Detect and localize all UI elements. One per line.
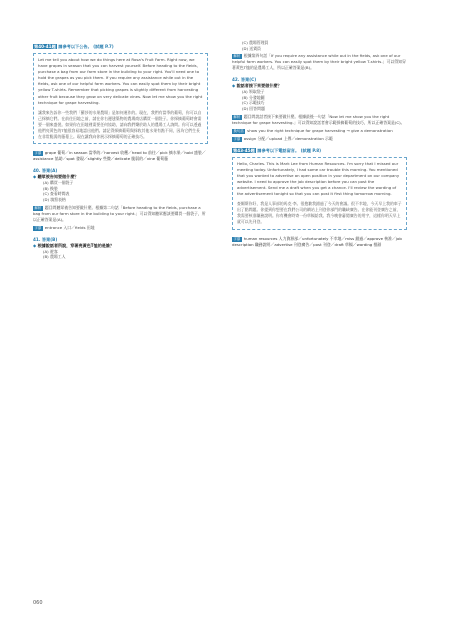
right-column (232, 40, 407, 250)
question-body: 說話者接下來要做什麼？ (236, 83, 282, 89)
option-a: (A) 遊客 (43, 248, 58, 254)
vocab-row (33, 150, 208, 162)
question-number: 40. 答案(A) (33, 168, 58, 174)
option-b: (B) 分發地圖 (242, 94, 265, 100)
option-b: (B) 農場工人 (43, 254, 66, 260)
question-body: 聽眾被告知要做什麼？ (37, 174, 79, 180)
option-d: (D) 送貨員 (242, 45, 261, 51)
options-list (33, 180, 208, 202)
vocab-tag: 字彙 (233, 136, 241, 141)
explanation (33, 205, 208, 223)
section-label: 第40-41題 (34, 44, 56, 49)
question-number: 42. 答案(C) (232, 77, 257, 83)
passage-box (232, 157, 407, 230)
explanation-tag: 解析 (34, 205, 42, 210)
option-b: (B) 換裝 (43, 185, 58, 191)
vocab-text: entrance 入口／fields 田地 (44, 224, 95, 230)
vocab-tag: 字彙 (233, 236, 241, 241)
vocab-text: assign 分配／upload 上傳／demonstration 示範 (243, 135, 333, 141)
vocab-row (33, 225, 208, 231)
paraphrase-row (232, 128, 407, 134)
passage-chinese: 查爾斯你好，我是人事部的馬克·李。很抱歉我錯過了今天的會議。很不幸地，今天早上我的車子出了點問題。你提到你想要在我們公司的網站上刊登你部門的職缺廣告。在你能刊登廣告之前，我需要核准職務說明。你有機會時寄一份草稿給我。我今晚會審閱廣告的用字，這樣你明天早上就可以先刊登。 (237, 201, 402, 225)
options-list (33, 249, 208, 260)
passage-english: Hello, Charles. This is Mark Lee from Human Resources. I'm sorry that I missed our meeting today. Unfortunately, I had some car trouble this morning. You mentioned that you wanted to advertise an open position in your department on our company website. I need to approve the job description before you can post the advertisement. Send me a draft when you get a chance. I'll review the wording of the advertisement tonight so that you can post it first thing tomorrow morning. (237, 160, 400, 197)
section-label: 第43-45題 (233, 147, 255, 153)
options-list (232, 89, 407, 111)
passage-chinese: 讓我來告訴你一些我們「羅莎的水果農場」是如何運作的。現在，我們有當季的葡萄，你可以自己採摘它們。在前往田地之前，請在你右邊建築物的農場商店購買一個袋子。你採摘葡萄時會需要一個來盛裝。如果你在田地裡需要任何協助，請向我們樂於助人的農場工人詢問。你可以透過他們亮黃色的T恤很容易地認出他們。請記得採摘葡萄與採收其他水果有點不同，因為它們生長在非常脆弱的藤蔓上。現在讓我向你展示採摘葡萄的正確技巧。 (38, 109, 202, 140)
explanation-tag: 解析 (233, 54, 241, 59)
vocab-tag: 字彙 (34, 225, 42, 230)
explanation-text: 根據第四句話「If you require any assistance while out in the fields, ask one of our helpful farm workers. You can easily spot them by their bright yellow T-shirts.」可以得知穿著黃色T恤的是農場工人，所以正確答案是(B)。 (232, 53, 406, 71)
option-d: (D) 回答問題 (242, 105, 265, 111)
explanation (232, 114, 407, 126)
question-text: ◆ 根據說話者所說，穿著亮黃色T恤的是誰？ (33, 242, 115, 248)
explanation-tag: 解析 (233, 114, 241, 119)
vocab-row (232, 236, 407, 248)
paraphrase-tag: 換句話 (233, 128, 244, 133)
section-title: 請參考以下公告。 (58, 44, 92, 49)
explanation-text: 題目問聽眾被告知要做什麼。根據第二句話「Before heading to the fields, purchase a bag from our farm store in the building to your right.」可以得知聽眾應該要購買一個袋子，所以正確答案是(A)。 (33, 204, 206, 222)
vocab-tag: 字彙 (34, 151, 42, 156)
left-column (33, 44, 208, 260)
question-body: 根據說話者所說，穿著亮黃色T恤的是誰？ (37, 242, 115, 248)
option-c: (C) 查看時間表 (43, 191, 70, 197)
section-title: 請參考以下電話留言。 (257, 147, 300, 153)
options-list-continued (232, 40, 407, 51)
option-d: (D) 填寫表格 (43, 197, 66, 202)
section-ref: (試題 P.7) (93, 44, 114, 49)
option-c: (C) 農場管理員 (242, 40, 269, 45)
explanation (232, 53, 407, 71)
explanation-text: 題目問說話者接下來要做什麼。根據最後一句話「Now let me show you the right technique for grape harvesting.」可以得知說話者會示範採摘葡萄的技巧，所以正確答案是(C)。 (232, 113, 405, 125)
section-heading (232, 148, 407, 154)
vocab-text: human resources 人力資源部／unfortunately 不幸地／miss 錯過／approve 核准／job description 職務說明／advertise 刊登廣告／post 刊登／draft 草稿／wording 措辭 (232, 235, 402, 247)
paraphrase-text: show you the right technique for grape harvesting → give a demonstration (247, 127, 393, 133)
question-text: ◆ 聽眾被告知要做什麼？ (33, 174, 79, 180)
option-a: (A) 領取袋子 (242, 89, 265, 95)
vocab-row (232, 136, 407, 142)
question-number: 41. 答案(B) (33, 236, 58, 242)
passage-english: Let me tell you about how we do things here at Rosa's Fruit Farm. Right now, we have grapes in season that you can harvest yourself. Before heading to the fields, purchase a bag from our farm store in the building to your right. You'll need one to hold the grapes as you pick them. If you require any assistance while out in the fields, ask one of our helpful farm workers. You can easily spot them by their bright yellow T-shirts. Remember that picking grapes is slightly different from harvesting other fruit because they grow on very delicate vines. Now let me show you the right technique for grape harvesting. (38, 57, 203, 105)
section-ref: (試題 P.8) (300, 147, 322, 153)
option-a: (A) 購買一個袋子 (43, 180, 74, 186)
vocab-text: grape 葡萄／in season 當季的／harvest 收穫／head to 前往／pick 摘水果／hold 盛裝／assistance 協助／spot 發現／slightly 些微／delicate 脆弱的／vine 葡萄藤 (33, 150, 206, 162)
page-number: 060 (33, 600, 43, 606)
option-c: (C) 示範技巧 (242, 100, 265, 106)
question-text: ◆ 說話者接下來要做什麼？ (232, 83, 282, 89)
passage-box (33, 53, 208, 144)
section-heading (33, 44, 208, 50)
